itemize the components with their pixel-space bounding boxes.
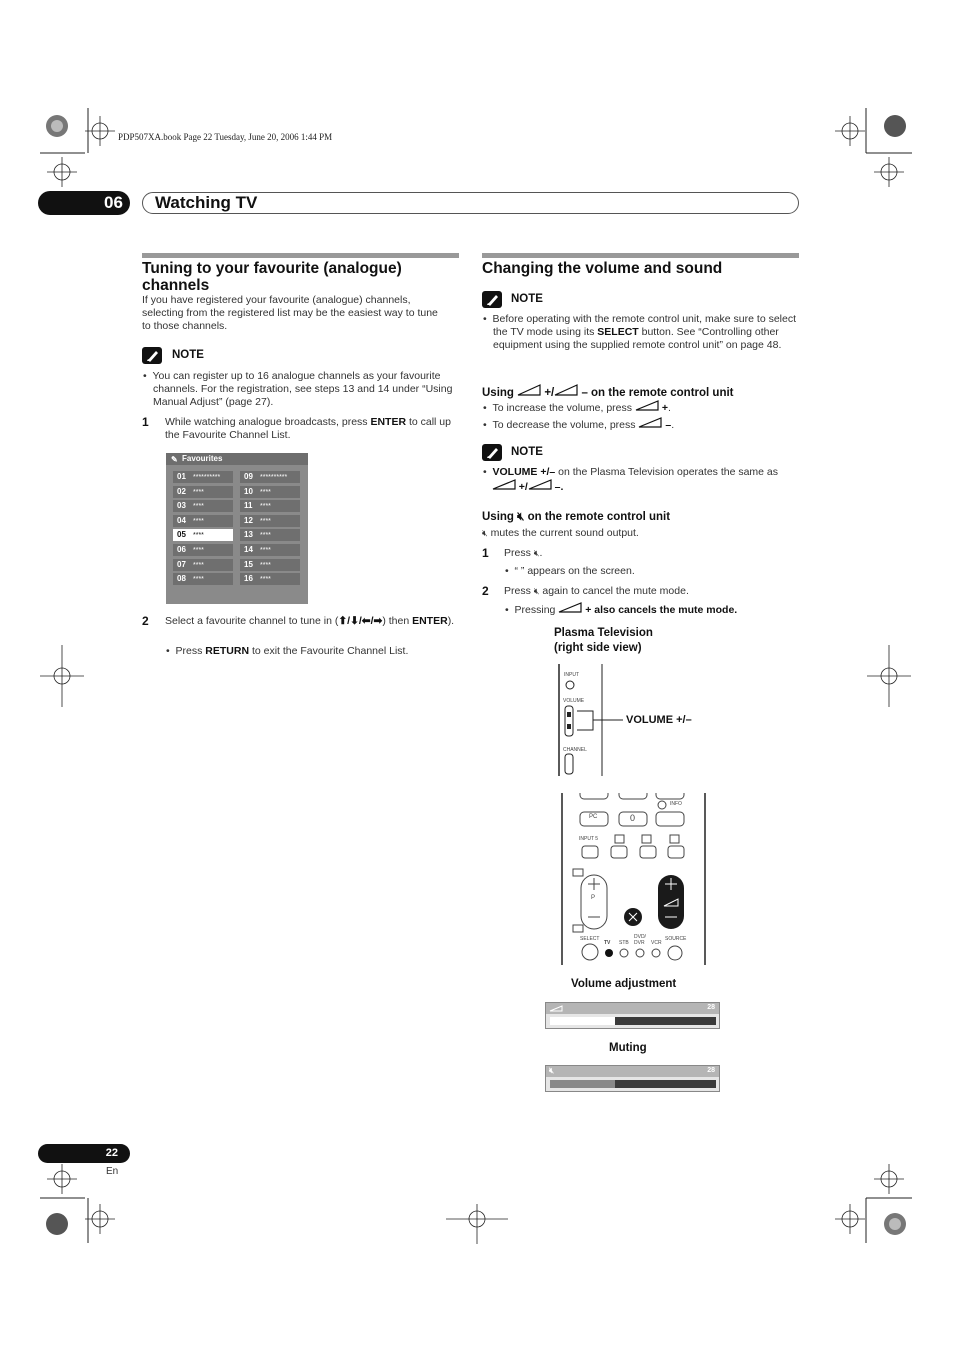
favourite-channel-item[interactable] (173, 529, 233, 541)
increase-volume-text: • To increase the volume, press +. (483, 402, 671, 414)
chapter-number-badge: 06 (38, 191, 130, 215)
channel-name: **** (193, 561, 204, 569)
volume-adjustment-caption: Volume adjustment (571, 978, 677, 990)
channel-name: **** (193, 517, 204, 525)
section-rule-left (142, 253, 459, 258)
muting-osd (545, 1065, 720, 1092)
step-number: 2 (142, 614, 149, 628)
mute-step-1-sub: • “ ” appears on the screen. (505, 565, 635, 577)
volume-track (550, 1017, 716, 1025)
favourite-channel-item[interactable] (173, 500, 233, 512)
channel-number: 09 (244, 472, 253, 481)
volume-value: 28 (707, 1004, 715, 1011)
channel-name: **** (193, 532, 204, 540)
volume-icon (528, 479, 552, 490)
mute-icon: 🔇︎ (533, 586, 540, 596)
channel-name: **** (260, 503, 271, 511)
mute-icon: 🔇︎ (549, 1066, 555, 1075)
favourite-channel-item[interactable] (240, 529, 300, 541)
tv-caption: Plasma Television (right side view) (554, 627, 653, 654)
favourite-channel-item[interactable] (173, 486, 233, 498)
favourite-channel-item[interactable] (173, 559, 233, 571)
step-number: 2 (482, 584, 489, 598)
print-info-line: PDP507XA.book Page 22 Tuesday, June 20, 2006 1:44 PM (118, 132, 333, 142)
tv-channel-label: CHANNEL (563, 747, 587, 753)
favourite-channel-item[interactable] (173, 544, 233, 556)
channel-number: 11 (244, 501, 253, 511)
channel-number: 14 (244, 545, 253, 554)
tv-volume-label: VOLUME (563, 698, 585, 704)
channel-name: **** (260, 576, 271, 584)
remote-vcr-label: VCR (651, 940, 662, 946)
channel-name: **** (193, 576, 204, 584)
channel-number: 01 (177, 472, 186, 481)
remote-info-label: INFO (670, 801, 682, 807)
step-2-text: Select a favourite channel to tune in (⬆/⬇/⬅/➡) then ENTER). (165, 615, 455, 627)
mute-icon: 🔇︎ (533, 548, 540, 558)
volume-level-fill (550, 1017, 615, 1025)
note-select-tv: • Before operating with the remote control unit, make sure to select the TV mode using its SELECT button. See “Controlling other equipment using the supplied remote control unit” on page 48. (483, 313, 797, 351)
step-1-text: While watching analogue broadcasts, press ENTER to call up the Favourite Channel List. (165, 416, 451, 441)
mute-value: 28 (707, 1067, 715, 1074)
page-number: 22 (38, 1144, 130, 1163)
channel-name: **** (260, 561, 271, 569)
note-pencil-icon (482, 291, 502, 308)
channel-number: 15 (244, 559, 253, 569)
muting-track (550, 1080, 716, 1088)
note-label: NOTE (172, 349, 204, 361)
note-pencil-icon (142, 347, 162, 364)
decrease-volume-text: • To decrease the volume, press –. (483, 419, 675, 431)
favourite-channel-item[interactable] (173, 471, 233, 483)
tv-input-label: INPUT (564, 672, 579, 678)
note-label: NOTE (511, 446, 543, 458)
mute-icon: 🔇︎ (482, 528, 488, 538)
channel-name: **** (193, 488, 204, 496)
channel-name: **** (193, 503, 204, 511)
favourite-intro: If you have registered your favourite (analogue) channels, selecting from the registered list may be the easiest way to tune to those channels. (142, 294, 438, 332)
pencil-icon: ✎ (171, 455, 178, 464)
section-rule-right (482, 253, 799, 258)
remote-zero-button: 0 (630, 813, 636, 823)
channel-number: 12 (244, 515, 253, 525)
favourites-title: ✎ Favourites (166, 453, 308, 465)
remote-tv-label: TV (604, 940, 611, 946)
channel-name: **** (193, 547, 204, 554)
volume-icon (558, 602, 582, 613)
favourite-channel-item[interactable] (173, 515, 233, 527)
volume-icon (549, 1005, 563, 1012)
mute-step-2-sub: • Pressing + also cancels the mute mode. (505, 604, 738, 616)
channel-name: ********** (260, 474, 288, 481)
favourites-screen (166, 453, 308, 604)
remote-dvd-label: DVD/ DVR (634, 934, 646, 946)
mute-icon: 🔇︎ (517, 511, 525, 523)
volume-callout-label: VOLUME +/– (626, 714, 692, 726)
chapter-title: Watching TV (142, 192, 799, 214)
note-volume-same: • VOLUME +/– on the Plasma Television operates the same as +/ –. (483, 466, 779, 493)
favourite-channel-item[interactable] (240, 500, 300, 512)
channel-name: ********** (193, 474, 221, 481)
channel-number: 10 (244, 486, 253, 496)
favourite-channel-item[interactable] (240, 544, 300, 556)
volume-icon (517, 384, 541, 396)
favourite-channel-item[interactable] (173, 573, 233, 585)
section-heading-favourite: Tuning to your favourite (analogue) channels (142, 260, 402, 294)
note-pencil-icon (482, 444, 502, 461)
volume-icon (635, 400, 659, 411)
channel-name: **** (260, 547, 271, 554)
remote-select-label: SELECT (580, 936, 600, 942)
channel-number: 04 (177, 515, 186, 525)
volume-osd (545, 1002, 720, 1029)
subheading-using-mute: Using 🔇︎ on the remote control unit (482, 511, 671, 523)
channel-number: 03 (177, 501, 186, 511)
channel-number: 13 (244, 530, 253, 540)
step-2-subnote: • Press RETURN to exit the Favourite Channel List. (166, 645, 409, 657)
note-favourite: • You can register up to 16 analogue channels as your favourite channels. For the registration, see steps 13 and 14 under “Using Manual Adjust” (page 27). (143, 370, 453, 408)
volume-icon (492, 479, 516, 490)
channel-name: **** (260, 517, 271, 525)
favourite-channel-item[interactable] (240, 486, 300, 498)
note-label: NOTE (511, 293, 543, 305)
favourite-channel-item[interactable] (240, 515, 300, 527)
remote-pc-button: PC (589, 814, 598, 820)
step-number: 1 (482, 546, 489, 560)
channel-number: 05 (177, 530, 186, 540)
volume-icon (638, 417, 662, 428)
mute-step-1: Press 🔇︎. (504, 547, 543, 559)
channel-number: 07 (177, 559, 186, 569)
remote-p-label: P (591, 895, 596, 901)
channel-name: **** (260, 532, 271, 540)
favourite-channel-item[interactable] (240, 559, 300, 571)
remote-source-label: SOURCE (665, 936, 687, 942)
remote-input5-label: INPUT 5 (579, 836, 599, 842)
step-number: 1 (142, 415, 149, 429)
channel-number: 02 (177, 486, 186, 496)
favourite-channel-item[interactable] (240, 573, 300, 585)
channel-name: **** (260, 488, 271, 496)
language-label: En (106, 1166, 119, 1177)
channel-number: 06 (177, 545, 186, 554)
subheading-using-volume: Using +/ – on the remote control unit (482, 384, 799, 399)
remote-stb-label: STB (619, 940, 629, 946)
mute-description: 🔇︎ mutes the current sound output. (482, 527, 639, 539)
section-heading-volume: Changing the volume and sound (482, 260, 723, 277)
muting-caption: Muting (609, 1042, 647, 1054)
favourite-channel-item[interactable] (240, 471, 300, 483)
volume-icon (554, 384, 578, 396)
muting-level-fill (550, 1080, 615, 1088)
mute-step-2: Press 🔇︎ again to cancel the mute mode. (504, 585, 689, 597)
channel-number: 16 (244, 574, 253, 584)
channel-number: 08 (177, 574, 186, 584)
